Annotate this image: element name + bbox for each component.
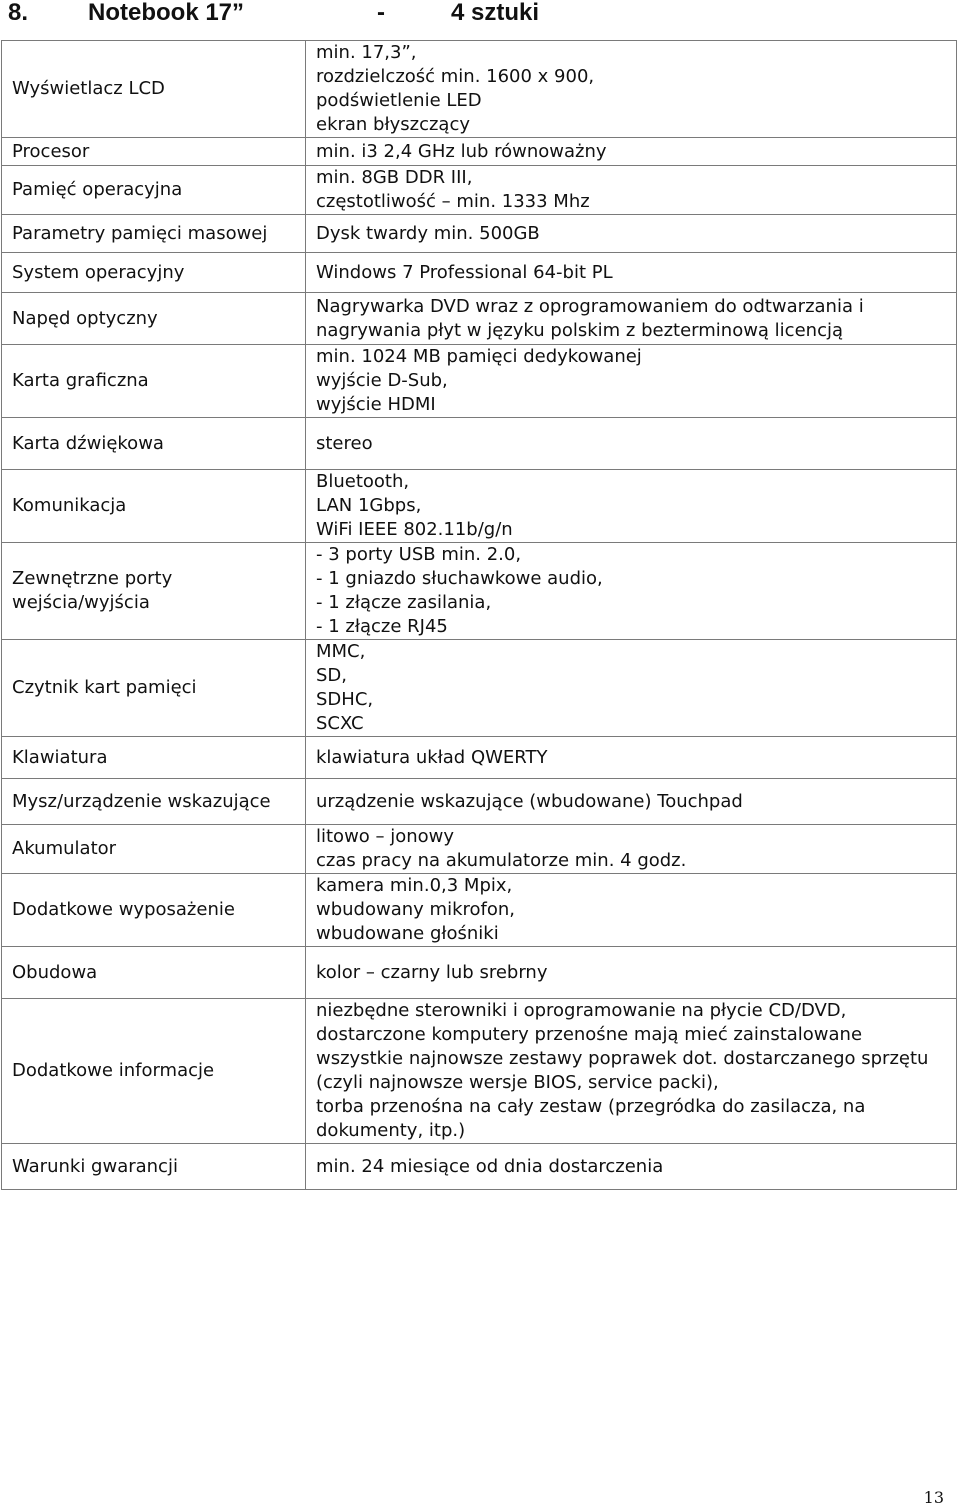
spec-label-line: Obudowa [12,961,98,983]
spec-value-line: kolor – czarny lub srebrny [316,961,548,983]
spec-value-line: Nagrywarka DVD wraz z oprogramowaniem do odtwarzania i [316,295,864,317]
spec-label-line: Karta graficzna [12,370,149,391]
spec-row [2,215,957,253]
spec-label [2,215,306,253]
spec-value [306,253,957,293]
spec-label-line: Warunki gwarancji [12,1155,178,1177]
spec-value-line: częstotliwość – min. 1333 Mhz [316,191,590,212]
spec-value [306,418,957,470]
spec-value [306,138,957,166]
spec-label [2,41,306,138]
spec-value [306,947,957,999]
spec-label-line: Parametry pamięci masowej [12,222,268,244]
spec-value-line: nagrywania płyt w języku polskim z bezterminową licencją [316,319,843,341]
spec-value-line: - 3 porty USB min. 2.0, [316,544,522,565]
spec-value [306,345,957,418]
spec-value-line: torba przenośna na cały zestaw (przegródka do zasilacza, na [316,1096,866,1117]
spec-label-line: Klawiatura [12,746,108,768]
spec-value-line: podświetlenie LED [316,90,482,111]
spec-value-line: (czyli najnowsze wersje BIOS, service packi), [316,1072,719,1093]
spec-value-line: klawiatura układ QWERTY [316,746,548,768]
spec-label [2,253,306,293]
spec-value [306,779,957,825]
spec-row [2,779,957,825]
spec-label-line: Komunikacja [12,495,127,516]
spec-label-line: Mysz/urządzenie wskazujące [12,790,271,812]
spec-label [2,947,306,999]
spec-value [306,874,957,947]
specification-table-body [2,41,957,1190]
spec-label-line: Procesor [12,140,90,162]
spec-row [2,166,957,215]
spec-value-line: MMC, [316,641,366,662]
spec-value-line: min. 1024 MB pamięci dedykowanej [316,346,642,367]
spec-value-line: czas pracy na akumulatorze min. 4 godz. [316,850,687,871]
spec-label-line: Czytnik kart pamięci [12,677,197,698]
section-heading [0,0,960,30]
spec-label-line: System operacyjny [12,261,185,283]
spec-value [306,166,957,215]
spec-label [2,293,306,345]
spec-row [2,418,957,470]
spec-value-line: SCXC [316,713,364,734]
spec-value [306,543,957,640]
spec-value-line: - 1 złącze zasilania, [316,592,492,613]
spec-value-line: dokumenty, itp.) [316,1120,466,1141]
spec-label [2,166,306,215]
spec-value [306,999,957,1144]
spec-value [306,737,957,779]
spec-value [306,215,957,253]
spec-label [2,418,306,470]
spec-value-line: WiFi IEEE 802.11b/g/n [316,519,513,540]
spec-label-line: Pamięć operacyjna [12,179,183,200]
spec-label [2,825,306,874]
spec-value-line: wszystkie najnowsze zestawy poprawek dot. dostarczanego sprzętu [316,1048,929,1069]
spec-value-line: Bluetooth, [316,471,410,492]
section-number: 8. [8,0,29,26]
spec-label-line: Dodatkowe wyposażenie [12,899,235,920]
spec-label [2,345,306,418]
spec-value-line: wyjście D-Sub, [316,370,448,391]
spec-value [306,41,957,138]
spec-row [2,1144,957,1190]
spec-value-line: urządzenie wskazujące (wbudowane) Touchpad [316,790,743,812]
spec-row [2,470,957,543]
section-title: Notebook 17” [88,0,245,26]
spec-row [2,543,957,640]
spec-row [2,640,957,737]
specification-table [1,40,957,1190]
spec-value-line: SD, [316,665,348,686]
spec-label-line: Zewnętrzne porty [12,568,173,589]
spec-label-line: Dodatkowe informacje [12,1060,215,1081]
spec-label [2,1144,306,1190]
spec-value-line: wyjście HDMI [316,394,436,415]
spec-value-line: niezbędne sterowniki i oprogramowanie na płycie CD/DVD, [316,1000,847,1021]
spec-label [2,874,306,947]
spec-row [2,253,957,293]
spec-label [2,737,306,779]
spec-value-line: SDHC, [316,689,374,710]
spec-row [2,345,957,418]
spec-label-line: Karta dźwiękowa [12,432,164,454]
spec-label [2,779,306,825]
spec-value-line: litowo – jonowy [316,826,455,847]
spec-value-line: min. i3 2,4 GHz lub równoważny [316,140,607,162]
spec-row [2,41,957,138]
spec-label [2,470,306,543]
spec-row [2,293,957,345]
spec-label-line: wejścia/wyjścia [12,592,150,613]
spec-label-line: Napęd optyczny [12,307,158,329]
spec-row [2,138,957,166]
spec-value-line: kamera min.0,3 Mpix, [316,875,513,896]
spec-label [2,543,306,640]
spec-label [2,640,306,737]
spec-row [2,874,957,947]
spec-value-line: wbudowany mikrofon, [316,899,515,920]
spec-row [2,737,957,779]
spec-value-line: - 1 złącze RJ45 [316,616,448,637]
spec-label-line: Akumulator [12,838,117,859]
spec-value [306,470,957,543]
spec-value-line: rozdzielczość min. 1600 x 900, [316,66,595,87]
spec-value [306,825,957,874]
spec-row [2,947,957,999]
page-number: 13 [923,1488,944,1507]
spec-value-line: dostarczone komputery przenośne mają mieć zainstalowane [316,1024,863,1045]
spec-value-line: Dysk twardy min. 500GB [316,222,540,244]
spec-value-line: ekran błyszczący [316,114,471,135]
spec-value-line: min. 17,3”, [316,42,417,63]
section-dash: - [377,0,385,26]
spec-value-line: LAN 1Gbps, [316,495,422,516]
spec-value-line: wbudowane głośniki [316,923,499,944]
spec-value [306,640,957,737]
spec-row [2,999,957,1144]
spec-row [2,825,957,874]
spec-value-line: min. 24 miesiące od dnia dostarczenia [316,1155,664,1177]
spec-value-line: stereo [316,432,373,454]
spec-label-line: Wyświetlacz LCD [12,78,165,99]
spec-value-line: Windows 7 Professional 64-bit PL [316,261,613,283]
spec-value-line: - 1 gniazdo słuchawkowe audio, [316,568,603,589]
spec-value-line: min. 8GB DDR III, [316,167,473,188]
spec-value [306,1144,957,1190]
section-quantity: 4 sztuki [451,0,540,26]
spec-label [2,138,306,166]
spec-value [306,293,957,345]
spec-label [2,999,306,1144]
